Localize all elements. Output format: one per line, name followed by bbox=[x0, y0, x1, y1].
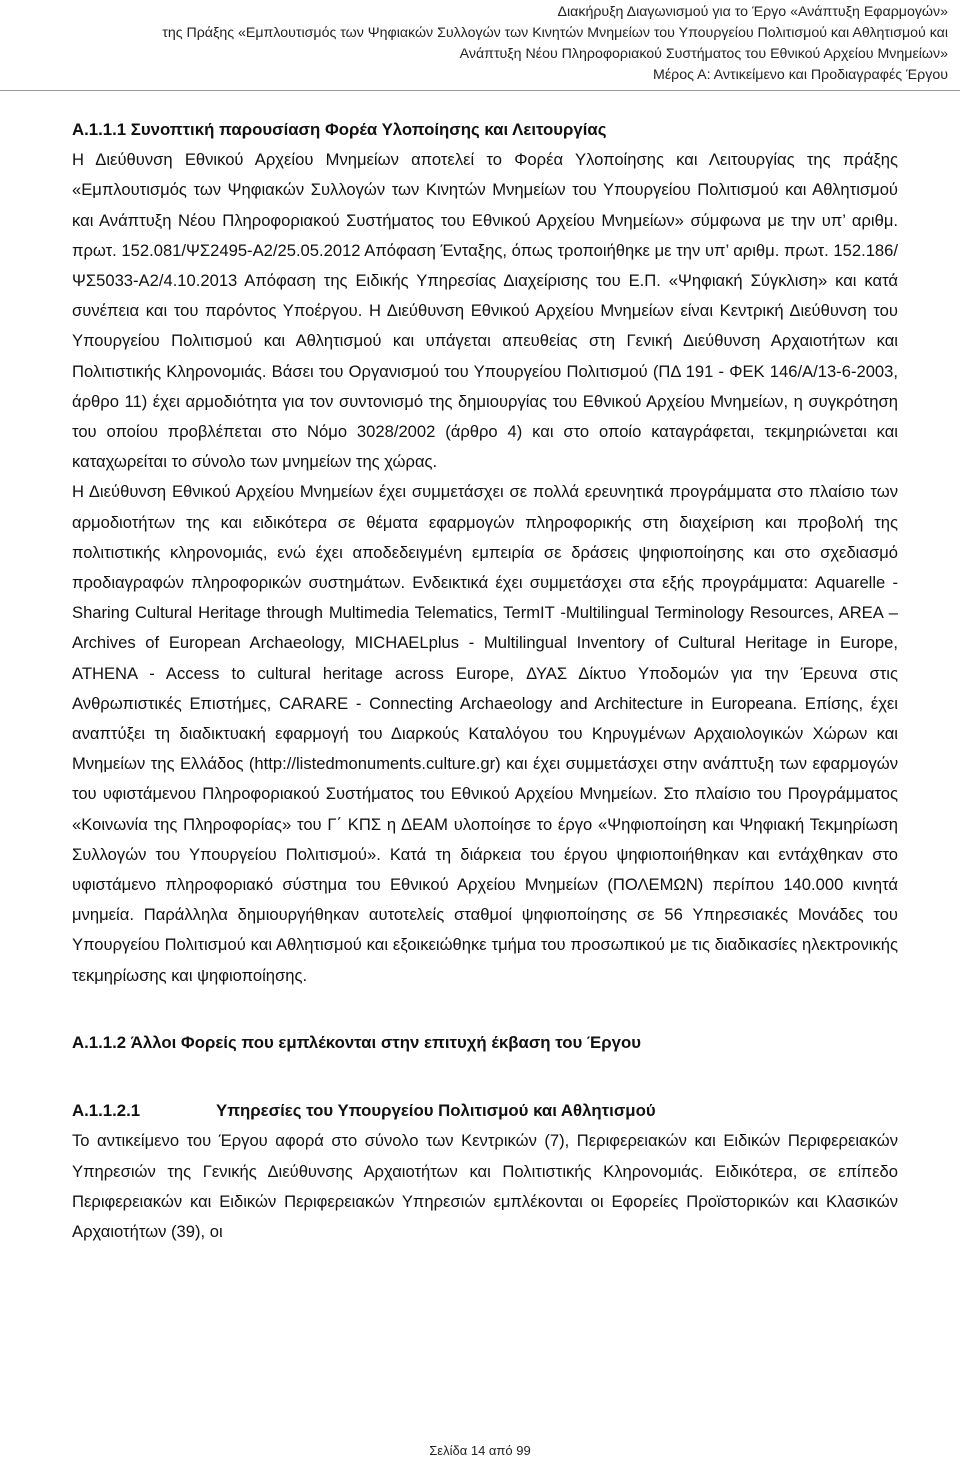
page-number: Σελίδα 14 από 99 bbox=[429, 1443, 531, 1458]
section-heading: A.1.1.1 Συνοπτική παρουσίαση Φορέα Υλοποίησης και Λειτουργίας bbox=[72, 120, 607, 139]
header-line: Διακήρυξη Διαγωνισμού για το Έργο «Ανάπτυξη Εφαρμογών» bbox=[557, 4, 948, 20]
body-paragraph: Η Διεύθυνση Εθνικού Αρχείου Μνημείων έχει συμμετάσχει σε πολλά ερευνητικά προγράμματα στο πλαίσιο των αρμοδιοτήτων της και ειδικότερα σε θέματα εφαρμογών πληροφορικής στη διαχείριση και προβολή της πολιτιστικής κληρονομιάς, ενώ έχει αποδεδειγμένη εμπειρία σε δράσεις ψηφιοποίησης και στο σχεδιασμό προδιαγραφών πληροφορικών συστημάτων. Ενδεικτικά έχει συμμετάσχει στα εξής προγράμματα: Aquarelle - Sharing Cultural Heritage through Multimedia Telematics, TermIT -Multilingual Terminology Resources, AREA – Archives of European Archaeology, MICHAELplus - Multilingual Inventory of Cultural Heritage in Europe, ATHENA - Access to cultural heritage across Europe, ΔΥΑΣ Δίκτυο Υποδομών για την Έρευνα στις Ανθρωπιστικές Επιστήμες, CARARE - Connecting Archaeology and Architecture in Europeana. Επίσης, έχει αναπτύξει τη διαδικτυακή εφαρμογή του Διαρκούς Καταλόγου του Κηρυγμένων Αρχαιολογικών Χώρων και Μνημείων της Ελλάδος (http://listedmonuments.culture.gr) και έχει συμμετάσχει στην ανάπτυξη των εφαρμογών του υφιστάμενου Πληροφοριακού Συστήματος του Εθνικού Αρχείου Μνημείων. Στο πλαίσιο του Προγράμματος «Κοινωνία της Πληροφορίας» του Γ΄ ΚΠΣ η ΔΕΑΜ υλοποίησε το έργο «Ψηφιοποίηση και Ψηφιακή Τεκμηρίωση Συλλογών του Υπουργείου Πολιτισμού». Κατά τη διάρκεια του έργου ψηφιοποιήθηκαν και εντάχθηκαν στο υφιστάμενο πληροφοριακό σύστημα του Εθνικού Αρχείου Μνημείων (ΠΟΛΕΜΩΝ) περίπου 140.000 κινητά μνημεία. Παράλληλα δημιουργήθηκαν αυτοτελείς σταθμοί ψηφιοποίησης σε 56 Υπηρεσιακές Μονάδες του Υπουργείου Πολιτισμού και Αθλητισμού και εξοικειώθηκε τμήμα του προσωπικού με τις διαδικασίες ηλεκτρονικής τεκμηρίωσης και ψηφιοποίησης. bbox=[72, 482, 898, 985]
header-line: Ανάπτυξη Νέου Πληροφοριακού Συστήματος του Εθνικού Αρχείου Μνημείων» bbox=[459, 46, 948, 62]
document-body bbox=[72, 115, 898, 1247]
subsection-number: A.1.1.2.1 bbox=[72, 1101, 141, 1121]
body-paragraph: Η Διεύθυνση Εθνικού Αρχείου Μνημείων αποτελεί το Φορέα Υλοποίησης και Λειτουργίας της πράξης «Εμπλουτισμός των Ψηφιακών Συλλογών των Κινητών Μνημείων του Υπουργείου Πολιτισμού και Αθλητισμού και Ανάπτυξη Νέου Πληροφοριακού Συστήματος του Εθνικού Αρχείου Μνημείων» σύμφωνα με την υπ’ αριθμ. πρωτ. 152.081/ΨΣ2495-Α2/25.05.2012 Απόφαση Ένταξης, όπως τροποιήθηκε με την υπ’ αριθμ. πρωτ. 152.186/ΨΣ5033-Α2/4.10.2013 Απόφαση της Ειδικής Υπηρεσίας Διαχείρισης του Ε.Π. «Ψηφιακή Σύγκλιση» και κατά συνέπεια και του παρόντος Υποέργου. Η Διεύθυνση Εθνικού Αρχείου Μνημείων είναι Κεντρική Διεύθυνση του Υπουργείου Πολιτισμού και Αθλητισμού και υπάγεται απευθείας στη Γενική Διεύθυνση Αρχαιοτήτων και Πολιτιστικής Κληρονομιάς. Βάσει του Οργανισμού του Υπουργείου Πολιτισμού (ΠΔ 191 - ΦΕΚ 146/Α/13-6-2003, άρθρο 11) έχει αρμοδιότητα για τον συντονισμό της δημιουργίας του Εθνικού Αρχείου Μνημείων, η συγκρότηση του οποίου προβλέπεται στο Νόμο 3028/2002 (άρθρο 4) και στο οποίο καταγράφεται, τεκμηριώνεται και καταχωρείται το σύνολο των μνημείων της χώρας. bbox=[72, 150, 898, 472]
header-divider bbox=[0, 90, 960, 91]
header-line: Μέρος Α: Αντικείμενο και Προδιαγραφές Έργου bbox=[653, 67, 948, 83]
page-header bbox=[8, 2, 948, 86]
body-paragraph: Το αντικείμενο του Έργου αφορά στο σύνολο των Κεντρικών (7), Περιφερειακών και Ειδικών Περιφερειακών Υπηρεσιών της Γενικής Διεύθυνσης Αρχαιοτήτων και Πολιτιστικής Κληρονομιάς. Ειδικότερα, σε επίπεδο Περιφερειακών και Ειδικών Περιφερειακών Υπηρεσιών εμπλέκονται οι Εφορείες Προϊστορικών και Κλασικών Αρχαιοτήτων (39), οι bbox=[72, 1131, 898, 1241]
page-footer bbox=[0, 1443, 960, 1459]
subsection-heading bbox=[72, 1096, 898, 1126]
subsection-title: Υπηρεσίες του Υπουργείου Πολιτισμού και Αθλητισμού bbox=[216, 1101, 656, 1121]
section-heading: A.1.1.2 Άλλοι Φορείς που εμπλέκονται στην επιτυχή έκβαση του Έργου bbox=[72, 1032, 641, 1052]
header-line: της Πράξης «Εμπλουτισμός των Ψηφιακών Συλλογών των Κινητών Μνημείων του Υπουργείου Πολιτισμού και Αθλητισμού και bbox=[162, 25, 948, 41]
